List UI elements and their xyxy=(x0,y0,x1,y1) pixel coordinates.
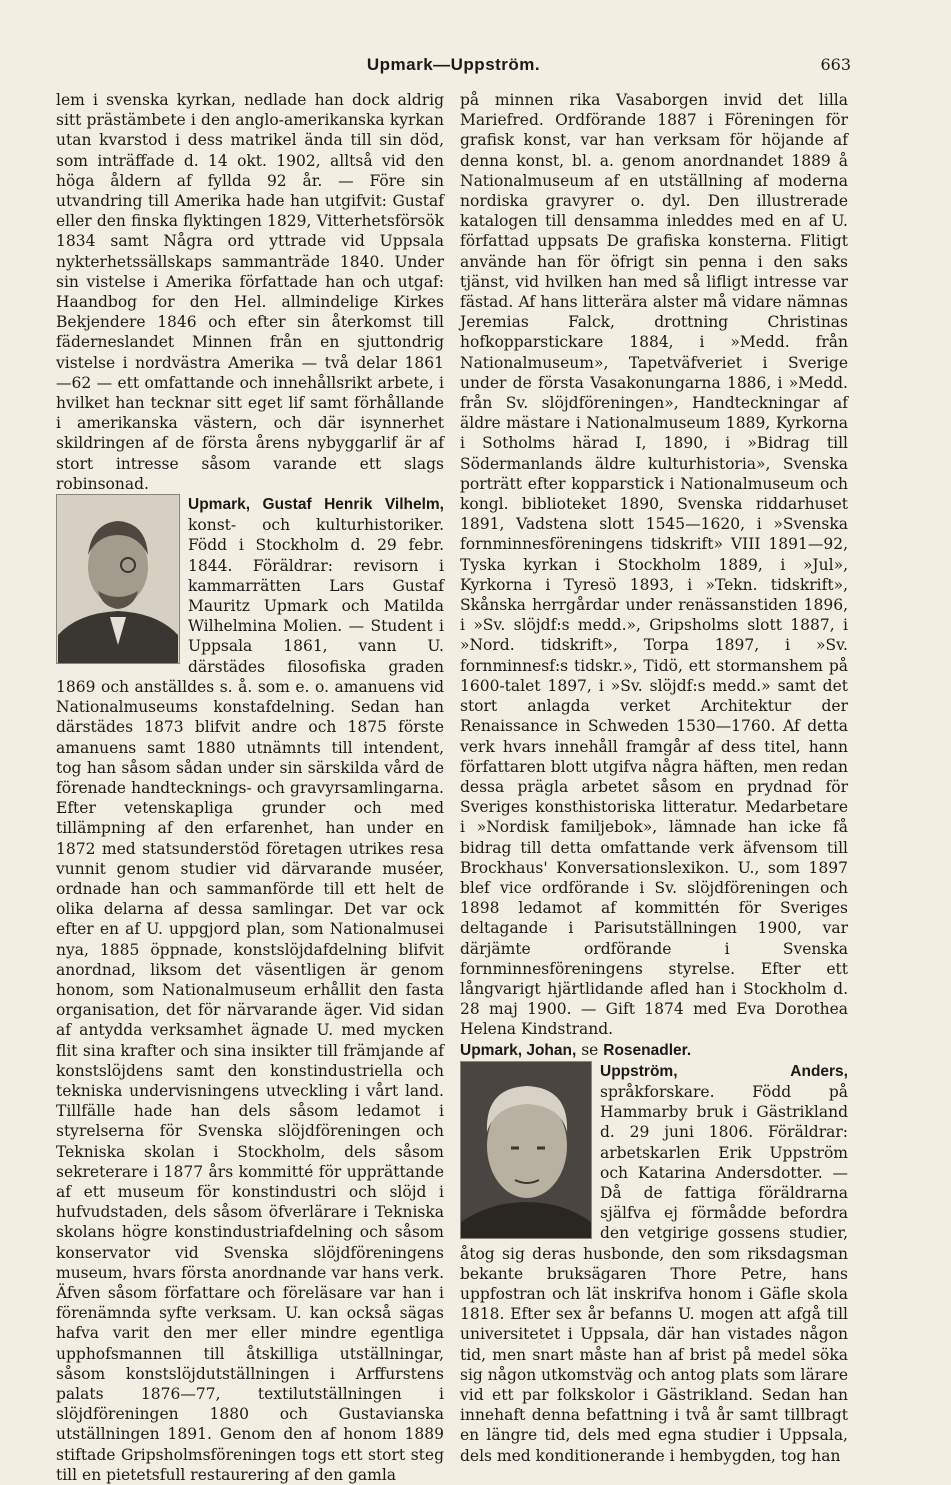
entry-text: konst- och kulturhistoriker. Född i Stockholm d. 29 febr. 1844. Föräldrar: revisorn i kammarrätten Lars Gustaf Mauritz Upmark och Matilda Wilhelmina Molien. — Student i Uppsala 1861, vann U. därstädes filosofiska graden 1869 och anställdes s. å. som e. o. amanuens vid Nationalmuseums konstafdelning. Sedan han därstädes 1873 blifvit andre och 1875 förste amanuens samt 1880 utnämnts till intendent, tog han såsom sådan under sin särskilda vård de förenade handtecknings- och gravyrsamlingarna. Efter vetenskapliga grunder och med tillämpning af den erfarenhet, han under en 1872 med statsunderstöd företagen utrikes resa vunnit genom studier vid därvarande muséer, ordnade han och sammanförde till ett helt de olika delarna af dessa samlingar. Det var ock efter en af U. uppgjord plan, som Nationalmusei nya, 1885 öppnade, konstslöjdafdelning blifvit anordnad, liksom det väsentligen är genom honom, som Nationalmuseum erhållit den fasta organisation, det för närvarande äger. Vid sidan af antydda verksamhet ägnade U. med mycken flit sina krafter och sina insikter till främjande af konstslöjdens samt den konstindustriella och tekniska undervisningens utveckling i vårt land. Tillfälle hade han dels såsom ledamot i styrelserna för Svenska slöjdföreningen och Tekniska skolan i Stockholm, dels såsom sekreterare i 1877 års kommitté för upprättande af ett museum för konstindustri och slöjd i hufvudstaden, dels såsom öfverlärare i Tekniska skolans högre konstindustriafdelning och såsom konservator vid Svenska slöjdföreningens museum, hvars första anordnande var hans verk. Äfven såsom författare och föreläsare var han i förenämnda syfte verksam. U. kan också sägas hafva varit den mer eller mindre egentliga upphofsmannen till åtskilliga utställningar, såsom konstslöjdutställningen i Arffurstens palats 1876—77, textilutställningen i slöjdföreningen 1880 och Gustavianska utställningen 1891. Genom den af honom 1889 stiftade Gripsholmsföreningen togs ett stort steg till en pietetsfull restaurering af den gamla xyxy=(56,516,444,1484)
running-head: Upmark—Uppström. xyxy=(366,55,541,74)
right-column xyxy=(460,90,848,1465)
page-header xyxy=(56,55,851,83)
page-number: 663 xyxy=(820,55,851,74)
entry-uppstrom-anders xyxy=(460,1061,848,1466)
continuation-paragraph: lem i svenska kyrkan, nedlade han dock aldrig sitt prästämbete i den anglo-amerikanska kyrkan utan kvarstod i dess matrikel ända till sin död, som inträffade d. 14 okt. 1902, alltså vid den höga åldern af fyllda 92 år. — Före sin utvandring till Amerika hade han utgifvit: Gustaf eller den finska flyktingen 1829, Vitterhetsförsök 1834 samt Några ord yttrade vid Uppsala nykterhetssällskaps sammanträde 1840. Under sin vistelse i Amerika författade han och utgaf: Haandbog for den Hel. allmindelige Kirkes Bekjendere 1846 och efter sin återkomst till fäderneslandet Minnen från en sjuttondrig vistelse i nordvästra Amerika — två delar 1861 —62 — ett omfattande och innehållsrikt arbete, i hvilket han tecknar sitt eget lif samt förhållande i amerikanska västern, och där isynnerhet skildringen af de första årens nybyggarlif är af stort intresse såsom varande ett slags robinsonad. xyxy=(56,91,444,493)
crossref-target: Rosenadler. xyxy=(603,1041,692,1059)
portrait-upmark-photo xyxy=(56,494,180,664)
crossref-se: se xyxy=(576,1040,604,1059)
entry-heading: Upmark, Gustaf Henrik Vilhelm, xyxy=(188,496,444,514)
crossref-heading: Upmark, Johan, xyxy=(460,1041,577,1059)
left-column xyxy=(56,90,444,1484)
crossref-upmark-johan xyxy=(460,1040,848,1061)
continuation-paragraph: på minnen rika Vasaborgen invid det lilla Mariefred. Ordförande 1887 i Föreningen för grafisk konst, var han verksam för höjande af denna konst, bl. a. genom anordnandet 1889 å Nationalmuseum af en utställning af moderna nordiska gravyrer o. dyl. Den illustrerade katalogen till densamma inleddes med en af U. författad uppsats De grafiska konsterna. Flitigt använde han för öfrigt sin penna i den saks tjänst, vid hvilken han med så lifligt intresse var fästad. Af hans litterära alster må vidare nämnas Jeremias Falck, drottning Christinas hofkopparstickare 1884, i »Medd. från Nationalmuseum», Tapetväfveriet i Sverige under de första Vasakonungarna 1886, i »Medd. från Sv. slöjdföreningen», Handteckningar af äldre mästare i Nationalmuseum 1889, Kyrkorna i Sotholms härad I, 1890, i »Bidrag till Södermanlands äldre kulturhistoria», Svenska porträtt efter kopparstick i Nationalmuseum och kongl. biblioteket 1890, Svenska riddarhuset 1891, Vadstena slott 1545—1620, i »Svenska fornminnesföreningens tidskrift» VIII 1891—92, Tyska kyrkan i Stockholm 1889, i »Jul», Kyrkorna i Tyresö 1893, i »Tekn. tidskrift», Skånska herrgårdar under renässanstiden 1896, i »Sv. slöjdf:s medd.», Gripsholms slott 1887, i »Nord. tidskrift», Torpa 1897, i »Sv. fornminnesf:s tidskr.», Tidö, ett stormanshem på 1600-talet 1897, i »Sv. slöjdf:s medd.» samt det stort anlagda verket Architektur der Renaissance in Schweden 1530—1760. Af detta verk hvars innehåll framgår af dess titel, hann författaren blott utgifva några häften, men redan dessa prägla arbetet såsom en prydnad för Sveriges konsthistoriska litteratur. Medarbetare i »Nordisk familjebok», lämnade han icke få bidrag till detta omfattande verk äfvensom till Brockhaus' Konversationslexikon. U., som 1897 blef vice ordförande i Sv. slöjdföreningen och 1898 ledamot af kommittén för Sveriges deltagande i Parisutställningen 1900, var därjämte ordförande i Svenska fornminnesföreningens styrelse. Efter ett långvarigt hjärtlidande afled han i Stockholm d. 28 maj 1900. — Gift 1874 med Eva Dorothea Helena Kindstrand. xyxy=(460,91,848,1039)
portrait-uppstrom-photo xyxy=(460,1061,592,1239)
entry-text: språkforskare. Född på Hammarby bruk i Gästrikland d. 29 juni 1806. Föräldrar: arbetskarlen Erik Uppström och Katarina Andersdotter. — Då de fattiga föräldrarna själfva ej förmådde befordra den vetgirige gossens studier, åtog sig deras husbonde, den som riksdagsman bekante bruksägaren Thore Petre, hans uppfostran och lät inskrifva honom i Gäfle skola 1818. Efter sex år befanns U. mogen att afgå till universitetet i Uppsala, där han vistades någon tid, men snart måste han af brist på medel söka sig någon utkomstväg och antog plats som lärare vid ett par folkskolor i Gästrikland. Sedan han innehaft denna befattning i två år samt tillbragt en längre tid, dels med egna studier i Uppsala, dels med konditionerande i hembygden, tog han xyxy=(460,1082,848,1465)
entry-upmark-gustaf xyxy=(56,494,444,1485)
entry-heading: Uppström, Anders, xyxy=(600,1062,848,1080)
